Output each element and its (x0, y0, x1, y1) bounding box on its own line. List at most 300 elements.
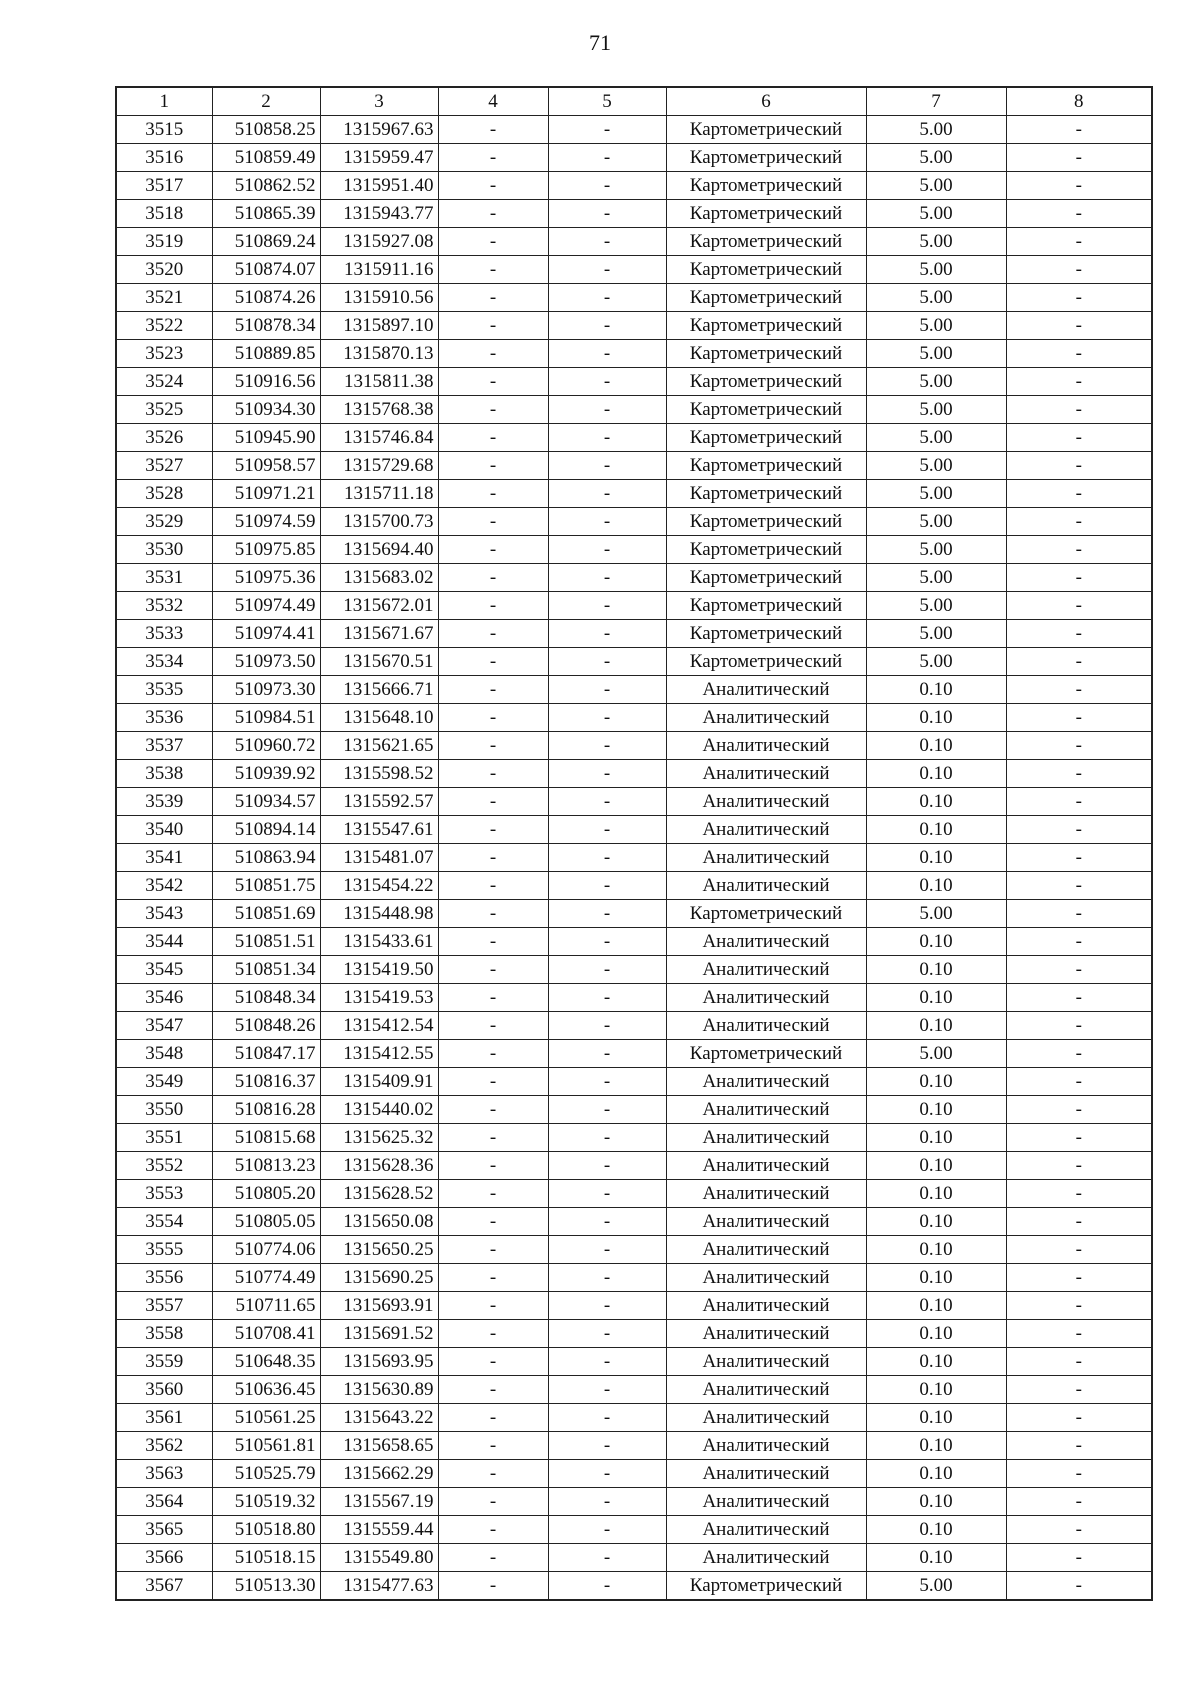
column-8-cell: - (1006, 340, 1152, 368)
y-coordinate-cell: 1315662.29 (320, 1460, 438, 1488)
method-cell: Аналитический (666, 1292, 866, 1320)
column-8-cell: - (1006, 536, 1152, 564)
table-row (116, 284, 1152, 312)
y-coordinate-cell: 1315870.13 (320, 340, 438, 368)
column-8-cell: - (1006, 228, 1152, 256)
point-number-cell: 3557 (116, 1292, 212, 1320)
x-coordinate-cell: 510561.25 (212, 1404, 320, 1432)
y-coordinate-cell: 1315671.67 (320, 620, 438, 648)
table-row (116, 1376, 1152, 1404)
y-coordinate-cell: 1315700.73 (320, 508, 438, 536)
column-4-cell: - (438, 1572, 548, 1601)
column-4-cell: - (438, 452, 548, 480)
column-4-cell: - (438, 984, 548, 1012)
table-row (116, 1404, 1152, 1432)
column-8-cell: - (1006, 620, 1152, 648)
point-number-cell: 3518 (116, 200, 212, 228)
point-number-cell: 3540 (116, 816, 212, 844)
x-coordinate-cell: 510984.51 (212, 704, 320, 732)
accuracy-cell: 5.00 (866, 900, 1006, 928)
table-row (116, 1152, 1152, 1180)
column-5-cell: - (548, 1236, 666, 1264)
column-5-cell: - (548, 340, 666, 368)
column-8-cell: - (1006, 1208, 1152, 1236)
table-row (116, 788, 1152, 816)
method-cell: Аналитический (666, 956, 866, 984)
x-coordinate-cell: 510894.14 (212, 816, 320, 844)
method-cell: Картометрический (666, 340, 866, 368)
column-4-cell: - (438, 844, 548, 872)
column-8-cell: - (1006, 1236, 1152, 1264)
column-4-cell: - (438, 172, 548, 200)
accuracy-cell: 5.00 (866, 368, 1006, 396)
y-coordinate-cell: 1315419.50 (320, 956, 438, 984)
column-5-cell: - (548, 508, 666, 536)
x-coordinate-cell: 510636.45 (212, 1376, 320, 1404)
column-5-cell: - (548, 172, 666, 200)
column-4-cell: - (438, 480, 548, 508)
x-coordinate-cell: 510815.68 (212, 1124, 320, 1152)
y-coordinate-cell: 1315693.95 (320, 1348, 438, 1376)
accuracy-cell: 0.10 (866, 816, 1006, 844)
column-8-cell: - (1006, 452, 1152, 480)
x-coordinate-cell: 510974.49 (212, 592, 320, 620)
x-coordinate-cell: 510851.69 (212, 900, 320, 928)
column-5-cell: - (548, 564, 666, 592)
column-header: 3 (320, 87, 438, 116)
point-number-cell: 3556 (116, 1264, 212, 1292)
accuracy-cell: 0.10 (866, 1012, 1006, 1040)
x-coordinate-cell: 510848.26 (212, 1012, 320, 1040)
y-coordinate-cell: 1315694.40 (320, 536, 438, 564)
accuracy-cell: 0.10 (866, 1068, 1006, 1096)
accuracy-cell: 0.10 (866, 1544, 1006, 1572)
method-cell: Картометрический (666, 536, 866, 564)
point-number-cell: 3525 (116, 396, 212, 424)
y-coordinate-cell: 1315549.80 (320, 1544, 438, 1572)
column-5-cell: - (548, 1572, 666, 1601)
y-coordinate-cell: 1315648.10 (320, 704, 438, 732)
table-row (116, 340, 1152, 368)
y-coordinate-cell: 1315412.54 (320, 1012, 438, 1040)
point-number-cell: 3544 (116, 928, 212, 956)
column-header: 2 (212, 87, 320, 116)
table-row (116, 984, 1152, 1012)
column-8-cell: - (1006, 1124, 1152, 1152)
column-8-cell: - (1006, 200, 1152, 228)
y-coordinate-cell: 1315951.40 (320, 172, 438, 200)
column-5-cell: - (548, 1488, 666, 1516)
column-5-cell: - (548, 1152, 666, 1180)
point-number-cell: 3547 (116, 1012, 212, 1040)
column-4-cell: - (438, 1432, 548, 1460)
y-coordinate-cell: 1315967.63 (320, 116, 438, 144)
column-4-cell: - (438, 928, 548, 956)
table-row (116, 592, 1152, 620)
column-4-cell: - (438, 900, 548, 928)
accuracy-cell: 5.00 (866, 648, 1006, 676)
table-row (116, 1208, 1152, 1236)
accuracy-cell: 5.00 (866, 424, 1006, 452)
column-5-cell: - (548, 732, 666, 760)
method-cell: Картометрический (666, 564, 866, 592)
table-row (116, 928, 1152, 956)
point-number-cell: 3543 (116, 900, 212, 928)
x-coordinate-cell: 510865.39 (212, 200, 320, 228)
x-coordinate-cell: 510973.30 (212, 676, 320, 704)
y-coordinate-cell: 1315598.52 (320, 760, 438, 788)
column-8-cell: - (1006, 1096, 1152, 1124)
x-coordinate-cell: 510774.49 (212, 1264, 320, 1292)
x-coordinate-cell: 510934.57 (212, 788, 320, 816)
table-body (116, 116, 1152, 1601)
y-coordinate-cell: 1315650.08 (320, 1208, 438, 1236)
accuracy-cell: 5.00 (866, 116, 1006, 144)
y-coordinate-cell: 1315650.25 (320, 1236, 438, 1264)
column-8-cell: - (1006, 480, 1152, 508)
column-4-cell: - (438, 1376, 548, 1404)
method-cell: Аналитический (666, 1264, 866, 1292)
point-number-cell: 3558 (116, 1320, 212, 1348)
point-number-cell: 3522 (116, 312, 212, 340)
y-coordinate-cell: 1315621.65 (320, 732, 438, 760)
x-coordinate-cell: 510960.72 (212, 732, 320, 760)
point-number-cell: 3546 (116, 984, 212, 1012)
x-coordinate-cell: 510862.52 (212, 172, 320, 200)
method-cell: Аналитический (666, 1432, 866, 1460)
table-row (116, 1488, 1152, 1516)
column-4-cell: - (438, 1152, 548, 1180)
point-number-cell: 3554 (116, 1208, 212, 1236)
method-cell: Аналитический (666, 928, 866, 956)
column-5-cell: - (548, 1404, 666, 1432)
column-4-cell: - (438, 956, 548, 984)
x-coordinate-cell: 510934.30 (212, 396, 320, 424)
method-cell: Аналитический (666, 1404, 866, 1432)
method-cell: Картометрический (666, 508, 866, 536)
method-cell: Аналитический (666, 1320, 866, 1348)
column-4-cell: - (438, 1404, 548, 1432)
column-8-cell: - (1006, 424, 1152, 452)
accuracy-cell: 0.10 (866, 1180, 1006, 1208)
column-8-cell: - (1006, 508, 1152, 536)
x-coordinate-cell: 510958.57 (212, 452, 320, 480)
column-5-cell: - (548, 1292, 666, 1320)
column-5-cell: - (548, 872, 666, 900)
point-number-cell: 3523 (116, 340, 212, 368)
method-cell: Аналитический (666, 760, 866, 788)
table-row (116, 228, 1152, 256)
method-cell: Картометрический (666, 592, 866, 620)
accuracy-cell: 0.10 (866, 1404, 1006, 1432)
point-number-cell: 3524 (116, 368, 212, 396)
column-header: 4 (438, 87, 548, 116)
method-cell: Картометрический (666, 1572, 866, 1601)
method-cell: Картометрический (666, 620, 866, 648)
y-coordinate-cell: 1315927.08 (320, 228, 438, 256)
accuracy-cell: 5.00 (866, 340, 1006, 368)
y-coordinate-cell: 1315670.51 (320, 648, 438, 676)
column-5-cell: - (548, 396, 666, 424)
column-8-cell: - (1006, 1516, 1152, 1544)
x-coordinate-cell: 510975.85 (212, 536, 320, 564)
column-4-cell: - (438, 1208, 548, 1236)
column-header: 6 (666, 87, 866, 116)
y-coordinate-cell: 1315693.91 (320, 1292, 438, 1320)
table-row (116, 144, 1152, 172)
table-row (116, 1068, 1152, 1096)
column-8-cell: - (1006, 928, 1152, 956)
y-coordinate-cell: 1315592.57 (320, 788, 438, 816)
column-8-cell: - (1006, 592, 1152, 620)
column-4-cell: - (438, 760, 548, 788)
column-4-cell: - (438, 1292, 548, 1320)
column-4-cell: - (438, 620, 548, 648)
method-cell: Аналитический (666, 1208, 866, 1236)
x-coordinate-cell: 510851.51 (212, 928, 320, 956)
table-row (116, 1012, 1152, 1040)
column-4-cell: - (438, 1516, 548, 1544)
table-row (116, 732, 1152, 760)
column-5-cell: - (548, 620, 666, 648)
column-header: 1 (116, 87, 212, 116)
accuracy-cell: 0.10 (866, 1376, 1006, 1404)
accuracy-cell: 0.10 (866, 1320, 1006, 1348)
table-row (116, 116, 1152, 144)
column-4-cell: - (438, 676, 548, 704)
point-number-cell: 3561 (116, 1404, 212, 1432)
column-8-cell: - (1006, 1432, 1152, 1460)
accuracy-cell: 0.10 (866, 956, 1006, 984)
x-coordinate-cell: 510813.23 (212, 1152, 320, 1180)
table-row (116, 1544, 1152, 1572)
column-5-cell: - (548, 256, 666, 284)
table-row (116, 508, 1152, 536)
method-cell: Аналитический (666, 872, 866, 900)
point-number-cell: 3526 (116, 424, 212, 452)
method-cell: Картометрический (666, 424, 866, 452)
accuracy-cell: 0.10 (866, 732, 1006, 760)
column-5-cell: - (548, 1180, 666, 1208)
y-coordinate-cell: 1315547.61 (320, 816, 438, 844)
accuracy-cell: 5.00 (866, 508, 1006, 536)
column-8-cell: - (1006, 788, 1152, 816)
accuracy-cell: 0.10 (866, 844, 1006, 872)
table-row (116, 1572, 1152, 1601)
accuracy-cell: 0.10 (866, 872, 1006, 900)
accuracy-cell: 0.10 (866, 1292, 1006, 1320)
column-8-cell: - (1006, 256, 1152, 284)
x-coordinate-cell: 510513.30 (212, 1572, 320, 1601)
method-cell: Аналитический (666, 788, 866, 816)
table-row (116, 1432, 1152, 1460)
column-8-cell: - (1006, 396, 1152, 424)
x-coordinate-cell: 510816.37 (212, 1068, 320, 1096)
x-coordinate-cell: 510858.25 (212, 116, 320, 144)
table-row (116, 536, 1152, 564)
point-number-cell: 3516 (116, 144, 212, 172)
x-coordinate-cell: 510711.65 (212, 1292, 320, 1320)
column-5-cell: - (548, 1544, 666, 1572)
table-row (116, 704, 1152, 732)
x-coordinate-cell: 510863.94 (212, 844, 320, 872)
table-row (116, 452, 1152, 480)
x-coordinate-cell: 510974.59 (212, 508, 320, 536)
column-5-cell: - (548, 1068, 666, 1096)
method-cell: Картометрический (666, 284, 866, 312)
y-coordinate-cell: 1315658.65 (320, 1432, 438, 1460)
method-cell: Картометрический (666, 900, 866, 928)
method-cell: Аналитический (666, 1488, 866, 1516)
point-number-cell: 3527 (116, 452, 212, 480)
x-coordinate-cell: 510848.34 (212, 984, 320, 1012)
accuracy-cell: 5.00 (866, 1040, 1006, 1068)
method-cell: Картометрический (666, 480, 866, 508)
x-coordinate-cell: 510971.21 (212, 480, 320, 508)
table-row (116, 1292, 1152, 1320)
accuracy-cell: 0.10 (866, 704, 1006, 732)
y-coordinate-cell: 1315412.55 (320, 1040, 438, 1068)
method-cell: Картометрический (666, 368, 866, 396)
page-number: 71 (589, 30, 611, 55)
accuracy-cell: 0.10 (866, 1096, 1006, 1124)
table-row (116, 172, 1152, 200)
column-8-cell: - (1006, 900, 1152, 928)
y-coordinate-cell: 1315711.18 (320, 480, 438, 508)
column-4-cell: - (438, 1348, 548, 1376)
column-8-cell: - (1006, 816, 1152, 844)
table-row (116, 1516, 1152, 1544)
accuracy-cell: 5.00 (866, 228, 1006, 256)
accuracy-cell: 0.10 (866, 1488, 1006, 1516)
column-4-cell: - (438, 1236, 548, 1264)
table-row (116, 1096, 1152, 1124)
method-cell: Аналитический (666, 1544, 866, 1572)
y-coordinate-cell: 1315959.47 (320, 144, 438, 172)
column-5-cell: - (548, 1460, 666, 1488)
column-4-cell: - (438, 144, 548, 172)
x-coordinate-cell: 510518.80 (212, 1516, 320, 1544)
column-8-cell: - (1006, 984, 1152, 1012)
x-coordinate-cell: 510561.81 (212, 1432, 320, 1460)
table-row (116, 368, 1152, 396)
column-5-cell: - (548, 1208, 666, 1236)
y-coordinate-cell: 1315454.22 (320, 872, 438, 900)
point-number-cell: 3534 (116, 648, 212, 676)
column-5-cell: - (548, 1096, 666, 1124)
column-5-cell: - (548, 676, 666, 704)
column-5-cell: - (548, 592, 666, 620)
y-coordinate-cell: 1315419.53 (320, 984, 438, 1012)
table-row (116, 1264, 1152, 1292)
accuracy-cell: 5.00 (866, 144, 1006, 172)
point-number-cell: 3560 (116, 1376, 212, 1404)
column-5-cell: - (548, 816, 666, 844)
accuracy-cell: 5.00 (866, 480, 1006, 508)
column-4-cell: - (438, 1124, 548, 1152)
x-coordinate-cell: 510878.34 (212, 312, 320, 340)
column-5-cell: - (548, 844, 666, 872)
column-4-cell: - (438, 1488, 548, 1516)
y-coordinate-cell: 1315625.32 (320, 1124, 438, 1152)
y-coordinate-cell: 1315897.10 (320, 312, 438, 340)
method-cell: Аналитический (666, 1180, 866, 1208)
column-8-cell: - (1006, 1544, 1152, 1572)
column-5-cell: - (548, 956, 666, 984)
table-header-row (116, 87, 1152, 116)
accuracy-cell: 0.10 (866, 1348, 1006, 1376)
y-coordinate-cell: 1315567.19 (320, 1488, 438, 1516)
column-5-cell: - (548, 424, 666, 452)
method-cell: Картометрический (666, 452, 866, 480)
x-coordinate-cell: 510973.50 (212, 648, 320, 676)
accuracy-cell: 0.10 (866, 1432, 1006, 1460)
column-4-cell: - (438, 788, 548, 816)
column-8-cell: - (1006, 844, 1152, 872)
column-4-cell: - (438, 396, 548, 424)
accuracy-cell: 5.00 (866, 172, 1006, 200)
x-coordinate-cell: 510869.24 (212, 228, 320, 256)
y-coordinate-cell: 1315911.16 (320, 256, 438, 284)
method-cell: Аналитический (666, 732, 866, 760)
x-coordinate-cell: 510851.75 (212, 872, 320, 900)
accuracy-cell: 0.10 (866, 984, 1006, 1012)
method-cell: Картометрический (666, 200, 866, 228)
method-cell: Аналитический (666, 1376, 866, 1404)
y-coordinate-cell: 1315630.89 (320, 1376, 438, 1404)
column-5-cell: - (548, 1040, 666, 1068)
point-number-cell: 3538 (116, 760, 212, 788)
method-cell: Аналитический (666, 1152, 866, 1180)
accuracy-cell: 5.00 (866, 564, 1006, 592)
x-coordinate-cell: 510889.85 (212, 340, 320, 368)
column-8-cell: - (1006, 1292, 1152, 1320)
accuracy-cell: 0.10 (866, 1516, 1006, 1544)
table-row (116, 676, 1152, 704)
point-number-cell: 3552 (116, 1152, 212, 1180)
x-coordinate-cell: 510939.92 (212, 760, 320, 788)
point-number-cell: 3551 (116, 1124, 212, 1152)
method-cell: Аналитический (666, 1068, 866, 1096)
table-row (116, 1460, 1152, 1488)
x-coordinate-cell: 510816.28 (212, 1096, 320, 1124)
x-coordinate-cell: 510874.26 (212, 284, 320, 312)
accuracy-cell: 0.10 (866, 1152, 1006, 1180)
table-row (116, 564, 1152, 592)
accuracy-cell: 0.10 (866, 928, 1006, 956)
table-row (116, 844, 1152, 872)
point-number-cell: 3548 (116, 1040, 212, 1068)
column-8-cell: - (1006, 564, 1152, 592)
x-coordinate-cell: 510874.07 (212, 256, 320, 284)
x-coordinate-cell: 510519.32 (212, 1488, 320, 1516)
column-4-cell: - (438, 816, 548, 844)
y-coordinate-cell: 1315943.77 (320, 200, 438, 228)
column-5-cell: - (548, 1516, 666, 1544)
method-cell: Картометрический (666, 228, 866, 256)
point-number-cell: 3515 (116, 116, 212, 144)
method-cell: Аналитический (666, 1460, 866, 1488)
point-number-cell: 3532 (116, 592, 212, 620)
x-coordinate-cell: 510916.56 (212, 368, 320, 396)
column-8-cell: - (1006, 312, 1152, 340)
column-5-cell: - (548, 1432, 666, 1460)
y-coordinate-cell: 1315409.91 (320, 1068, 438, 1096)
table-row (116, 256, 1152, 284)
y-coordinate-cell: 1315666.71 (320, 676, 438, 704)
point-number-cell: 3521 (116, 284, 212, 312)
column-5-cell: - (548, 200, 666, 228)
